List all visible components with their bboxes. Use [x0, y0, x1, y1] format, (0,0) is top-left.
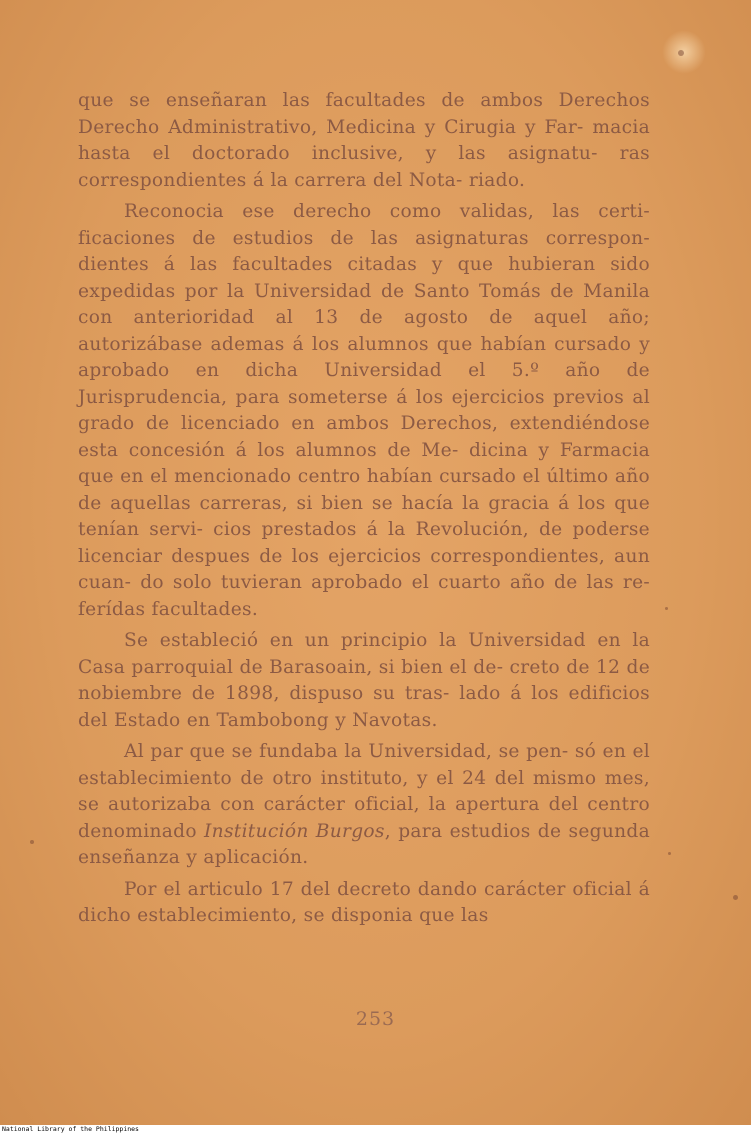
paragraph-5: Por el articulo 17 del decreto dando carácter oficial á dicho establecimiento, se disponia que las	[78, 878, 650, 926]
paper-speck	[668, 852, 671, 855]
institution-name: Institución Burgos	[204, 820, 385, 842]
paragraph-3: Se estableció en un principio la Universidad en la Casa parroquial de Barasoain, si bien el de- creto de 12 de nobiembre de 1898, dispuso su tras- lado á los edificios del Estado en Tambobong y Navotas.	[78, 630, 650, 731]
library-credit: National Library of the Philippines	[2, 1125, 139, 1133]
paper-speck	[678, 50, 684, 56]
page-number: 253	[355, 1008, 396, 1030]
paragraph-4-end: , para estudios de segunda enseñanza y aplicación.	[78, 820, 650, 868]
body-text	[78, 88, 650, 935]
paragraph-4	[78, 739, 650, 872]
paper-speck	[30, 840, 34, 844]
paper-speck	[665, 607, 668, 610]
paragraph-1: que se enseñaran las facultades de ambos Derechos Derecho Administrativo, Medicina y Cirugia y Far- macia hasta el doctorado inclusive, y las asignatu- ras correspondientes á la carrera del Nota- riado.	[78, 90, 650, 191]
paragraph-4-text: Al par que se fundaba la Universidad, se pen- só en el establecimiento de otro instituto, y el 24 del mismo mes, se autorizaba con carácter oficial, la apertura del centro denominado	[78, 741, 650, 842]
paper-light-spot	[662, 30, 706, 74]
paragraph-2: Reconocia ese derecho como validas, las certi- ficaciones de estudios de las asignaturas correspon- dientes á las facultades citadas y que hubieran sido expedidas por la Universidad de Santo Tomás de Manila con anterioridad al 13 de agosto de aquel año; autorizábase ademas á los alumnos que habían cursado y aprobado en dicha Universidad el 5.º año de Jurisprudencia, para someterse á los ejercicios previos al grado de licenciado en ambos Derechos, extendiéndose esta concesión á los alumnos de Me- dicina y Farmacia que en el mencionado centro habían cursado el último año de aquellas carreras, si bien se hacía la gracia á los que tenían servi- cios prestados á la Revolución, de poderse licenciar despues de los ejercicios correspondientes, aun cuan- do solo tuvieran aprobado el cuarto año de las re- ferídas facultades.	[78, 201, 650, 620]
paper-speck	[733, 895, 738, 900]
